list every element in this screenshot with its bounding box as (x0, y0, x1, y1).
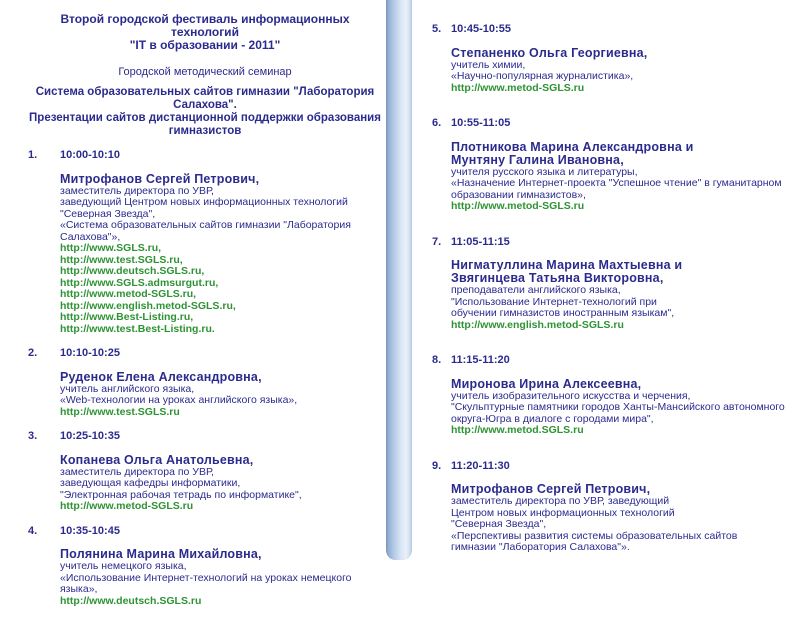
schedule-item (28, 526, 382, 608)
speaker-name: Руденок Елена Александровна, (60, 369, 262, 384)
speaker-role: учитель немецкого языка, (60, 560, 187, 572)
speaker-role: Центром новых информационных технологий (451, 506, 675, 519)
speaker-name: Полянина Марина Михайловна, (60, 547, 262, 561)
speaker-name: Копанева Ольга Анатольевна, (60, 452, 254, 467)
talk-title: «Web-технологии на уроках английского языка», (60, 394, 298, 406)
talk-title: "Скульптурные памятники городов Ханты-Мансийского автономного (451, 401, 785, 413)
talk-title: «Использование Интернет-технологий на уроках немецкого языка», (60, 571, 352, 595)
talk-title: «Система образовательных сайтов гимназии "Лаборатория Салахова"», (60, 219, 351, 243)
item-number: 4. (28, 524, 38, 537)
talk-title: округа-Югра в диалоге с городами мира", (451, 412, 654, 425)
theme-line1: Система образовательных сайтов гимназии "Лаборатория Салахова". (35, 86, 375, 111)
schedule-item (432, 355, 790, 437)
schedule-item (432, 237, 790, 332)
item-number: 2. (28, 347, 38, 359)
talk-title: обучении гимназистов иностранным языкам", (451, 307, 675, 319)
speaker-role: учителя русского языка и литературы, (451, 165, 638, 178)
speaker-role: заведующая кафедры информатики, (60, 477, 241, 489)
schedule-item (432, 118, 790, 213)
document-header (28, 13, 382, 138)
speaker-name: Степаненко Ольга Георгиевна, (451, 45, 648, 60)
site-link[interactable]: http://www.deutsch.SGLS.ru, (60, 265, 205, 277)
site-link[interactable]: http://www.english.metod-SGLS.ru (451, 318, 624, 331)
site-link[interactable]: http://www.metod.SGLS.ru (451, 424, 584, 436)
festival-title-line1: Второй городской фестиваль информационных технологий (60, 12, 350, 39)
talk-title: «Назначение Интернет-проекта "Успешное чтение" в гуманитарном (451, 177, 782, 189)
speaker-name: Плотникова Марина Александровна и (451, 139, 694, 154)
item-time: 10:25-10:35 (60, 430, 120, 442)
right-column (432, 0, 790, 578)
speaker-role: заместитель директора по УВР, заведующий (451, 495, 670, 507)
site-link[interactable]: http://www.metod-SGLS.ru (451, 200, 585, 212)
schedule-items-left (28, 150, 382, 607)
speaker-name: Нигматуллина Марина Махтыевна и (451, 258, 683, 272)
speaker-name: Мунтяну Галина Ивановна, (451, 152, 624, 167)
talk-title: "Электронная рабочая тетрадь по информатике", (60, 488, 302, 501)
talk-title: "Использование Интернет-технологий при (451, 295, 657, 308)
speaker-name: Звягинцева Татьяна Викторовна, (451, 271, 664, 285)
site-link[interactable]: http://www.metod-SGLS.ru, (60, 288, 197, 300)
item-number: 3. (28, 430, 38, 442)
item-number: 9. (432, 459, 442, 472)
site-link[interactable]: http://www.metod-SGLS.ru (60, 500, 194, 512)
speaker-name: Миронова Ирина Алексеевна, (451, 376, 642, 391)
talk-title: «Перспективы развития системы образовательных сайтов (451, 529, 738, 542)
left-column (28, 0, 382, 620)
talk-title: образовании гимназистов», (451, 188, 586, 201)
site-link[interactable]: http://www.SGLS.admsurgut.ru, (60, 276, 219, 289)
schedule-item (28, 431, 382, 513)
item-time: 10:00-10:10 (60, 149, 120, 161)
schedule-item (432, 461, 790, 554)
schedule-items-right (432, 24, 790, 554)
speaker-role: учитель химии, (451, 58, 526, 71)
item-time: 11:05-11:15 (451, 235, 510, 248)
item-time: 10:55-11:05 (451, 117, 511, 129)
schedule-item (432, 24, 790, 94)
item-time: 11:15-11:20 (451, 354, 510, 366)
theme-block (28, 86, 382, 138)
site-link[interactable]: http://www.test.SGLS.ru (60, 405, 180, 418)
item-time: 10:35-10:45 (60, 524, 120, 537)
site-link[interactable]: http://www.english.metod-SGLS.ru, (60, 299, 236, 312)
schedule-item (28, 150, 382, 335)
site-link[interactable]: http://www.deutsch.SGLS.ru (60, 594, 202, 607)
talk-title: гимназии "Лаборатория Салахова"». (451, 541, 630, 553)
item-number: 1. (28, 149, 38, 161)
speaker-role: "Северная Звезда", (451, 518, 547, 530)
talk-title: «Научно-популярная журналистика», (451, 70, 634, 82)
site-link[interactable]: http://www.test.Best-Listing.ru. (60, 322, 215, 335)
item-time: 10:10-10:25 (60, 347, 120, 359)
speaker-role: "Северная Звезда", (60, 207, 156, 220)
item-number: 8. (432, 354, 442, 366)
speaker-name: Митрофанов Сергей Петрович, (60, 171, 260, 186)
site-link[interactable]: http://www.metod-SGLS.ru (451, 81, 585, 94)
item-time: 10:45-10:55 (451, 23, 511, 35)
item-number: 6. (432, 117, 442, 129)
column-divider-bar (386, 0, 412, 560)
speaker-name: Митрофанов Сергей Петрович, (451, 482, 651, 496)
item-number: 5. (432, 23, 442, 35)
seminar-subtitle: Городской методический семинар (118, 66, 292, 78)
item-number: 7. (432, 235, 442, 248)
item-time: 11:20-11:30 (451, 459, 510, 472)
theme-line2: Презентации сайтов дистанционной поддержки образования гимназистов (29, 112, 381, 137)
site-link[interactable]: http://www.test.SGLS.ru, (60, 253, 183, 266)
site-link[interactable]: http://www.Best-Listing.ru, (60, 311, 194, 323)
speaker-role: заведующий Центром новых информационных технологий (60, 196, 348, 208)
festival-title-line2: "IT в образовании - 2011" (129, 38, 281, 52)
site-link[interactable]: http://www.SGLS.ru, (60, 242, 162, 254)
schedule-item (28, 348, 382, 418)
speaker-role: заместитель директора по УВР, (60, 184, 214, 197)
speaker-role: учитель изобразительного искусства и черчения, (451, 389, 691, 402)
speaker-role: заместитель директора по УВР, (60, 465, 214, 478)
speaker-role: учитель английского языка, (60, 382, 195, 395)
speaker-role: преподаватели английского языка, (451, 284, 621, 296)
